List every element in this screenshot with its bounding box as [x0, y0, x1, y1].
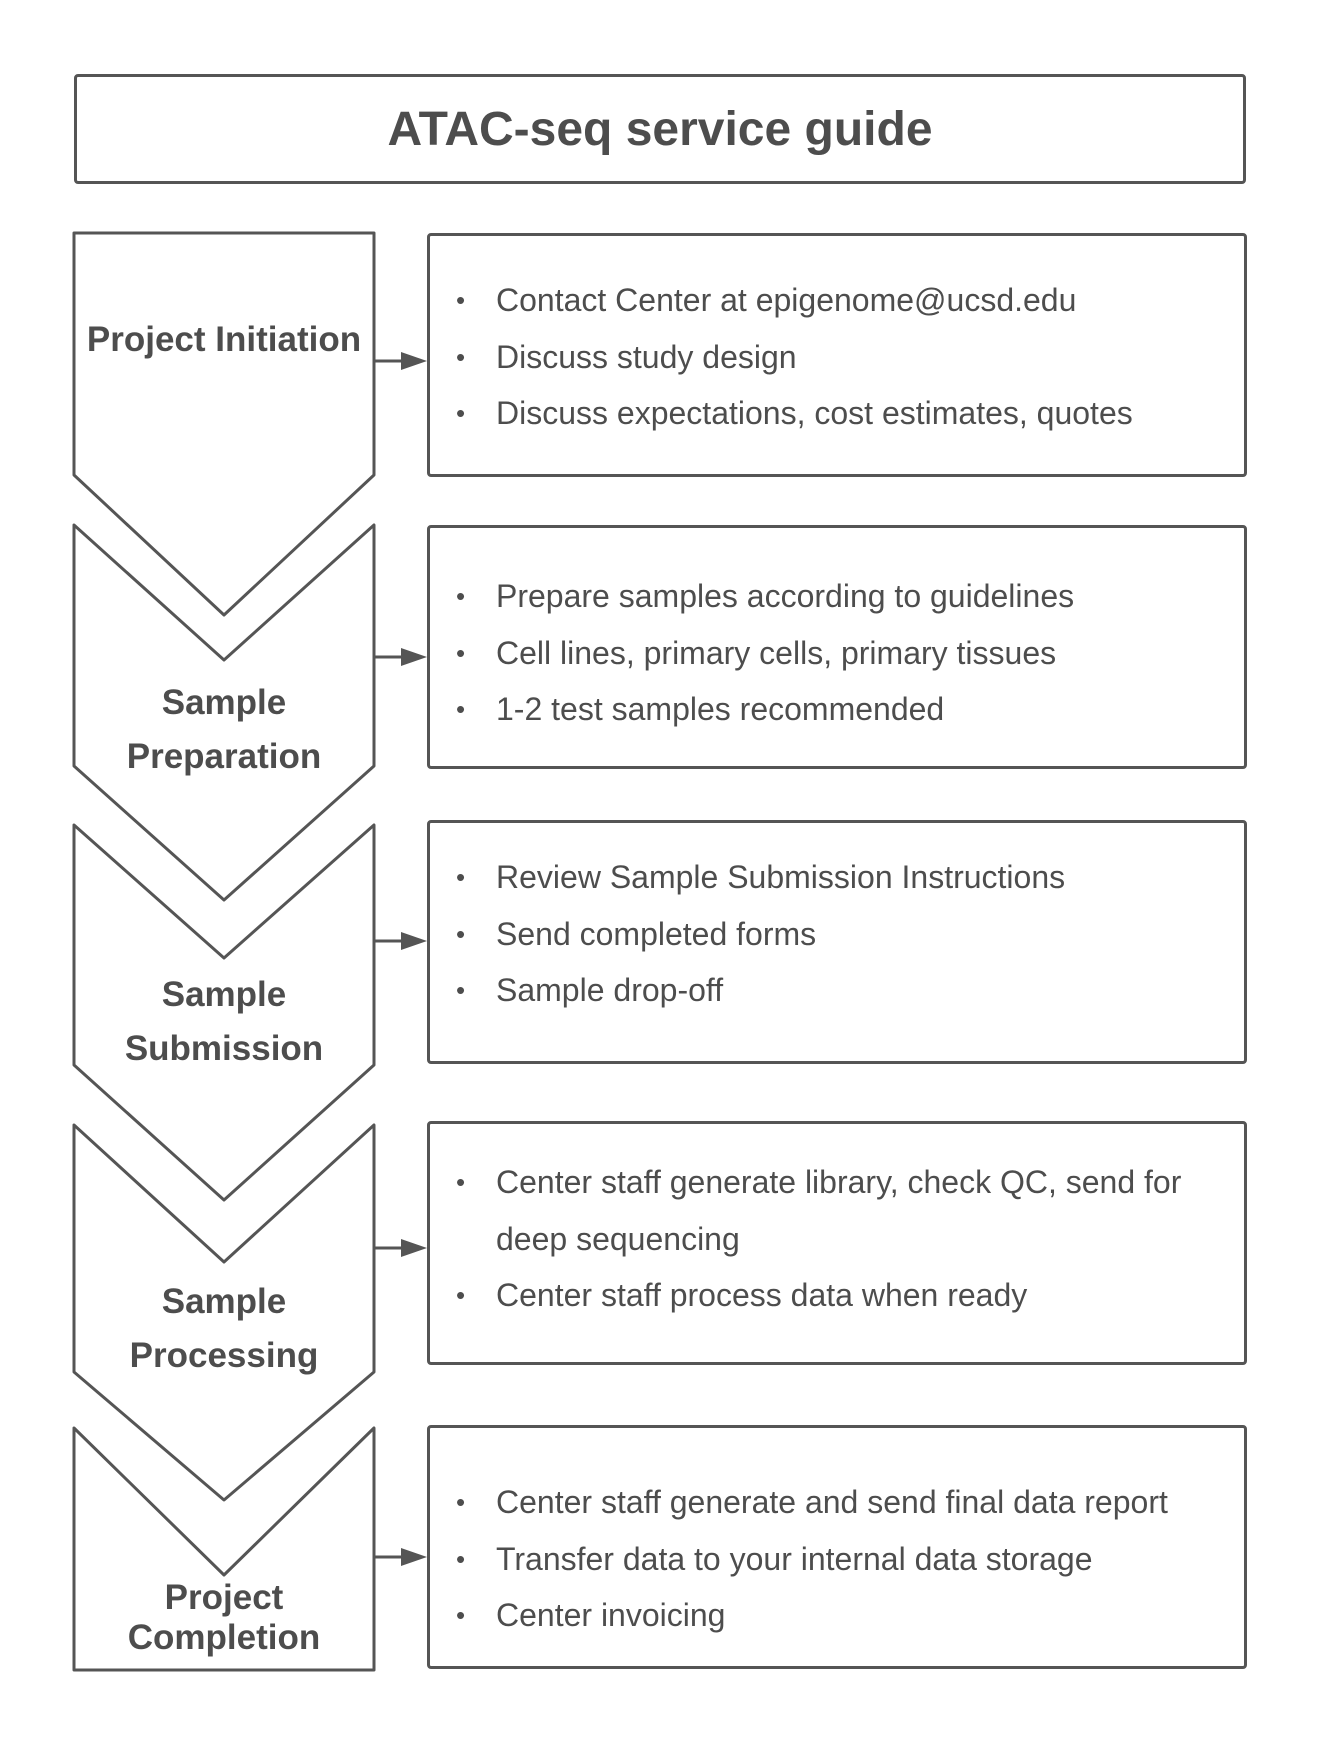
- bullet-list: [430, 272, 1244, 442]
- list-item: • Discuss expectations, cost estimates, quotes: [430, 385, 1244, 442]
- bullet-dot: •: [456, 581, 466, 611]
- bullet-dot: •: [456, 285, 466, 315]
- step-chevron-project-initiation: [74, 233, 374, 615]
- step-label-project-completion: Project Completion: [127, 1578, 321, 1657]
- info-box-sample-submission: [427, 820, 1247, 1064]
- step-label-project-initiation: Project Initiation: [86, 320, 362, 359]
- list-item: • Sample drop-off: [430, 962, 1244, 1019]
- list-item: • Center staff generate and send final data report: [430, 1474, 1244, 1531]
- bullet-list: [430, 1474, 1244, 1644]
- info-box-sample-preparation: [427, 525, 1247, 769]
- step-label-sample-preparation: Sample Preparation: [126, 683, 322, 776]
- bullet-list: [430, 1154, 1244, 1324]
- page-title: ATAC-seq service guide: [387, 102, 933, 156]
- title-box: [74, 74, 1246, 184]
- list-item: • Transfer data to your internal data storage: [430, 1531, 1244, 1588]
- list-item: • Center invoicing: [430, 1587, 1244, 1644]
- list-item: • Center staff process data when ready: [430, 1267, 1244, 1324]
- bullet-dot: •: [456, 637, 466, 668]
- bullet-dot: •: [456, 341, 466, 372]
- info-box-project-initiation: [427, 233, 1247, 477]
- list-item: • Send completed forms: [430, 906, 1244, 963]
- arrow-right-icon: [375, 352, 427, 370]
- bullet-dot: •: [456, 918, 466, 949]
- info-box-sample-processing: [427, 1121, 1247, 1365]
- bullet-dot: •: [456, 398, 466, 428]
- bullet-dot: •: [456, 1543, 466, 1574]
- list-item: • Prepare samples according to guidelines: [430, 568, 1244, 625]
- list-item: • Contact Center at epigenome@ucsd.edu: [430, 272, 1244, 329]
- bullet-dot: •: [456, 975, 466, 1005]
- bullet-dot: •: [456, 1280, 466, 1310]
- list-item: • 1-2 test samples recommended: [430, 681, 1244, 738]
- bullet-dot: •: [456, 694, 466, 724]
- step-label-sample-processing: Sample Processing: [129, 1282, 319, 1375]
- arrow-right-icon: [375, 932, 427, 950]
- list-item: • Review Sample Submission Instructions: [430, 849, 1244, 906]
- step-label-sample-submission: Sample Submission: [124, 975, 324, 1068]
- list-item: • Cell lines, primary cells, primary tissues: [430, 625, 1244, 682]
- arrow-right-icon: [375, 1548, 427, 1566]
- arrow-right-icon: [375, 648, 427, 666]
- info-box-project-completion: [427, 1425, 1247, 1669]
- list-item: • Discuss study design: [430, 329, 1244, 386]
- bullet-dot: •: [456, 1487, 466, 1517]
- list-item: • Center staff generate library, check QC, send for deep sequencing: [430, 1154, 1244, 1267]
- bullet-list: [430, 849, 1244, 1019]
- bullet-list: [430, 568, 1244, 738]
- bullet-dot: •: [456, 1167, 466, 1197]
- bullet-dot: •: [456, 862, 466, 892]
- arrow-right-icon: [375, 1239, 427, 1257]
- bullet-dot: •: [456, 1600, 466, 1630]
